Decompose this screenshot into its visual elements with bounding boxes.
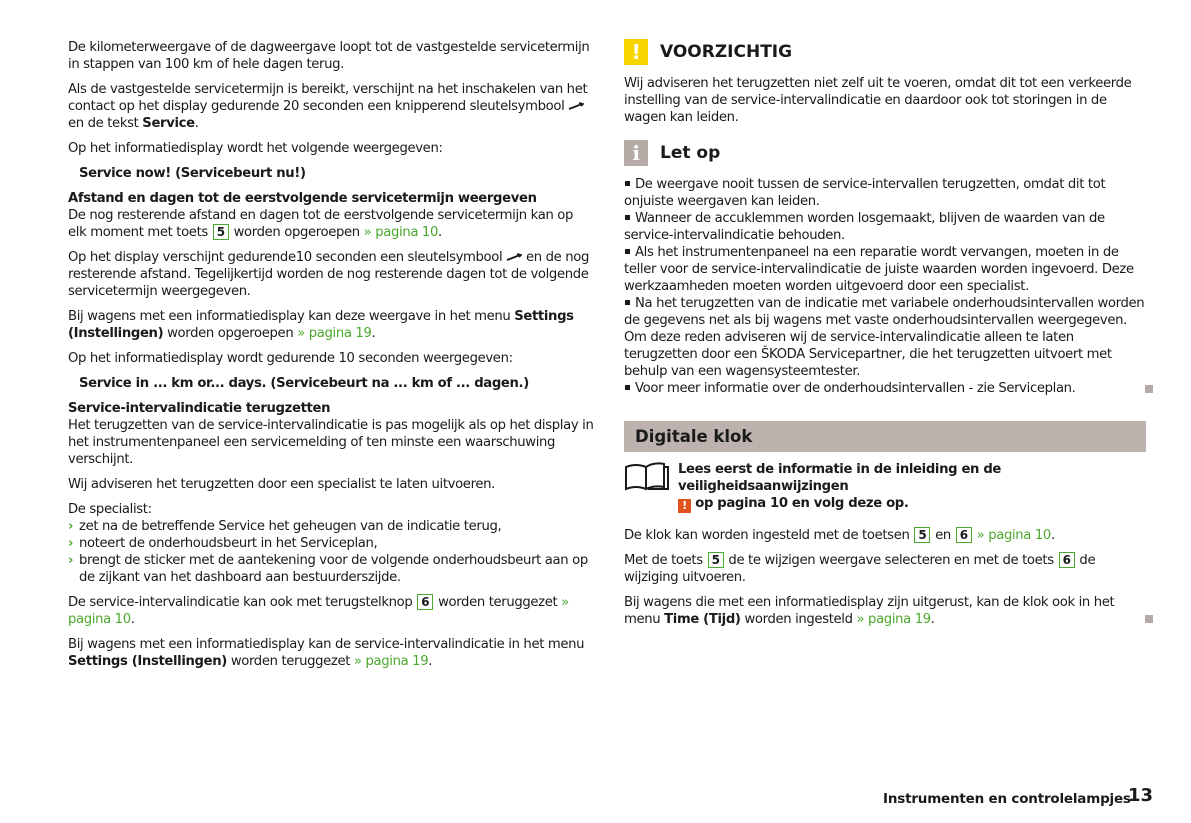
left-column [68, 39, 595, 678]
caution-title: VOORZICHTIG [660, 41, 793, 62]
list-item: Als het instrumentenpaneel na een reparatie wordt vervangen, moeten in de teller voor de service-intervalindicatie de juiste waarden worden ingevoerd. Deze werkzaamheden moeten worden uitgevoerd door een specialist. [624, 245, 1134, 294]
page-link[interactable]: » pagina 10 [976, 528, 1051, 543]
paragraph: Wij adviseren het terugzetten door een specialist te laten uitvoeren. [68, 477, 495, 492]
specialist-list [68, 518, 595, 586]
wrench-icon [568, 102, 584, 110]
paragraph: De nog resterende afstand en dagen tot de eerstvolgende servicetermijn kan op elk moment met toets 5 worden opgeroepen » pagina 10. [68, 208, 574, 240]
paragraph: Bij wagens die met een informatiedisplay zijn uitgerust, kan de klok ook in het menu Time (Tijd) worden ingesteld » pagina 19. [624, 594, 1146, 628]
caution-text: Wij adviseren het terugzetten niet zelf uit te voeren, omdat dit tot een verkeerde instelling van de service-intervalindicatie en daardoor ook tot storingen in de wagen kan leiden. [624, 76, 1132, 125]
paragraph: De specialist: [68, 502, 152, 517]
right-column [624, 39, 1146, 636]
paragraph: Bij wagens met een informatiedisplay kan deze weergave in het menu Settings (Instellingen) worden opgeroepen » pagina 19. [68, 309, 574, 341]
list-item: › zet na de betreffende Service het geheugen van de indicatie terug, [68, 519, 502, 534]
display-message: Service now! (Servicebeurt nu!) [79, 166, 306, 181]
page-number: 13 [1128, 785, 1154, 806]
key-5-badge: 5 [708, 552, 724, 568]
paragraph: De service-intervalindicatie kan ook met terugstelknop 6 worden teruggezet » pagina 10. [68, 595, 569, 627]
bullet-icon [625, 215, 630, 220]
bullet-icon [625, 300, 630, 305]
list-item: › brengt de sticker met de aantekening voor de volgende onderhoudsbeurt aan op de zijkant van het dashboard aan bestuurderszijde. [68, 553, 588, 585]
chevron-right-icon: › [68, 536, 74, 551]
subheading: Afstand en dagen tot de eerstvolgende servicetermijn weergeven [68, 191, 537, 206]
paragraph: Als de vastgestelde servicetermijn is bereikt, verschijnt na het inschakelen van het contact op het display gedurende 20 seconden een knipperend sleutelsymbool en de tekst Service. [68, 82, 588, 131]
footer-chapter-title: Instrumenten en controlelampjes [883, 791, 1131, 807]
page-link[interactable]: » pagina 10 [363, 225, 438, 240]
bullet-icon [625, 249, 630, 254]
end-of-section-marker [1145, 385, 1153, 393]
section-title: Digitale klok [624, 421, 1146, 452]
note-title: Let op [660, 142, 721, 163]
wrench-icon [506, 253, 522, 261]
key-6-badge: 6 [1059, 552, 1075, 568]
note-list [624, 176, 1146, 397]
paragraph: Op het informatiedisplay wordt gedurende 10 seconden weergegeven: [68, 351, 513, 366]
key-6-badge: 6 [956, 527, 972, 543]
bullet-icon [625, 385, 630, 390]
caution-header [624, 39, 1146, 65]
read-first-notice: Lees eerst de informatie in de inleiding en de veiligheidsaanwijzingen ! op pagina 10 en volg deze op. [624, 461, 1146, 513]
end-of-section-marker [1145, 615, 1153, 623]
note-header [624, 140, 1146, 166]
paragraph: Het terugzetten van de service-intervalindicatie is pas mogelijk als op het display in het instrumentenpaneel een servicemelding of ten minste een waarschuwing verschijnt. [68, 418, 594, 467]
page-link[interactable]: » pagina 19 [297, 326, 372, 341]
list-item: Voor meer informatie over de onderhoudsintervallen - zie Serviceplan. [624, 380, 1146, 397]
book-icon [624, 461, 670, 491]
list-item: De weergave nooit tussen de service-intervallen terugzetten, omdat dit tot onjuiste weergaven kan leiden. [624, 177, 1106, 209]
list-item: › noteert de onderhoudsbeurt in het Serviceplan, [68, 536, 378, 551]
warning-icon: ! [678, 499, 691, 513]
paragraph: Bij wagens met een informatiedisplay kan de service-intervalindicatie in het menu Settings (Instellingen) worden teruggezet » pagina 19. [68, 637, 585, 669]
key-6-badge: 6 [417, 594, 433, 610]
info-icon: i [624, 140, 648, 166]
list-item: Wanneer de accuklemmen worden losgemaakt, blijven de waarden van de service-intervalindicatie behouden. [624, 211, 1105, 243]
subheading: Service-intervalindicatie terugzetten [68, 401, 331, 416]
paragraph: De kilometerweergave of de dagweergave loopt tot de vastgestelde servicetermijn in stappen van 100 km of hele dagen terug. [68, 40, 590, 72]
paragraph: De klok kan worden ingesteld met de toetsen 5 en 6 » pagina 10. [624, 528, 1055, 543]
key-5-badge: 5 [213, 224, 229, 240]
paragraph: Met de toets 5 de te wijzigen weergave selecteren en met de toets 6 de wijziging uitvoeren. [624, 553, 1096, 585]
list-item: Na het terugzetten van de indicatie met variabele onderhoudsintervallen worden de gegevens net als bij wagens met vaste onderhoudsintervallen weergegeven. Om deze reden adviseren wij de service-intervalindicatie alleen te laten terugzetten door een ŠKODA Servicepartner, die het terugzetten uitvoert met behulp van een wagensysteemtester. [624, 296, 1145, 379]
paragraph: Op het informatiedisplay wordt het volgende weergegeven: [68, 141, 443, 156]
bullet-icon [625, 181, 630, 186]
display-message: Service in ... km or... days. (Servicebeurt na ... km of ... dagen.) [79, 376, 529, 391]
page-link[interactable]: » pagina 10 [68, 595, 569, 627]
paragraph: Op het display verschijnt gedurende10 seconden een sleutelsymbool en de nog resterende afstand. Tegelijkertijd worden de nog resterende dagen tot de volgende servicetermijn weergegeven. [68, 250, 589, 299]
page-link[interactable]: » pagina 19 [353, 654, 429, 669]
chevron-right-icon: › [68, 519, 74, 534]
caution-icon: ! [624, 39, 648, 65]
chevron-right-icon: › [68, 553, 74, 568]
page-link[interactable]: » pagina 19 [856, 612, 931, 627]
key-5-badge: 5 [914, 527, 930, 543]
